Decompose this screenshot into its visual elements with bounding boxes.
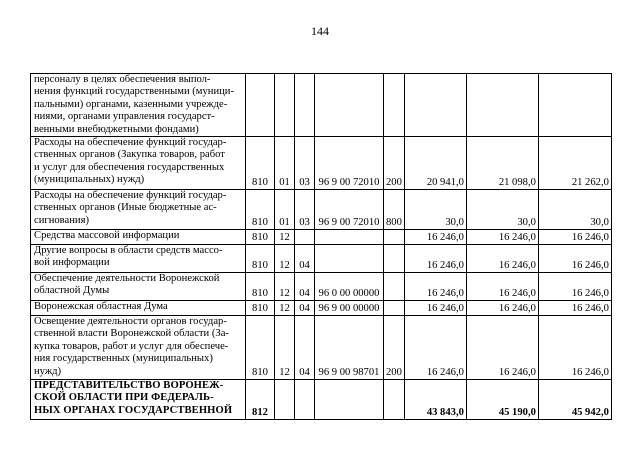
row-name: ПРЕДСТАВИТЕЛЬСТВО ВОРОНЕЖ- СКОЙ ОБЛАСТИ ПРИ ФЕДЕРАЛЬ- НЫХ ОРГАНАХ ГОСУДАРСТВЕННОЙ [31,380,246,420]
row-pr [295,74,315,137]
row-year3 [538,74,611,137]
table-row [31,273,612,301]
row-grbs: 812 [246,380,275,420]
row-pr: 03 [295,137,315,190]
row-csr [315,380,384,420]
row-year3: 45 942,0 [538,380,611,420]
row-rz [275,74,295,137]
row-rz: 12 [275,230,295,245]
row-name: персоналу в целях обеспечения выпол- нения функций государственными (муници- пальными) органами, казенными учрежде- ниями, органами управления государст- венными внебюджетными фондами) [31,74,246,137]
row-year3: 30,0 [538,190,611,230]
row-grbs: 810 [246,316,275,380]
row-rz: 12 [275,316,295,380]
row-name: Расходы на обеспечение функций государ- ственных органов (Иные бюджетные ас- сигнования) [31,190,246,230]
row-vr [384,380,405,420]
row-csr: 96 9 00 98701 [315,316,384,380]
row-year1: 16 246,0 [404,245,466,273]
row-year3: 16 246,0 [538,230,611,245]
row-vr [384,230,405,245]
table-row [31,230,612,245]
row-year2: 16 246,0 [466,273,538,301]
row-grbs: 810 [246,190,275,230]
row-year2: 30,0 [466,190,538,230]
row-csr [315,74,384,137]
row-csr [315,245,384,273]
row-year1: 20 941,0 [404,137,466,190]
row-csr: 96 9 00 00000 [315,301,384,316]
row-pr: 04 [295,273,315,301]
row-year2: 45 190,0 [466,380,538,420]
row-name: Другие вопросы в области средств массо- вой информации [31,245,246,273]
row-year2: 16 246,0 [466,301,538,316]
row-vr [384,245,405,273]
row-rz: 01 [275,137,295,190]
row-vr: 200 [384,316,405,380]
row-grbs: 810 [246,230,275,245]
row-grbs [246,74,275,137]
row-year2: 16 246,0 [466,230,538,245]
row-rz: 12 [275,301,295,316]
row-vr [384,301,405,316]
row-csr: 96 0 00 00000 [315,273,384,301]
table-row [31,301,612,316]
row-vr [384,273,405,301]
table-row [31,316,612,380]
row-csr [315,230,384,245]
row-pr [295,380,315,420]
row-name: Расходы на обеспечение функций государ- ственных органов (Закупка товаров, работ и услуг для обеспечения государственных (муниципальных) нужд) [31,137,246,190]
table-row [31,137,612,190]
row-pr: 04 [295,245,315,273]
table-row [31,190,612,230]
row-name: Освещение деятельности органов государ- ственной власти Воронежской области (За- купка товаров, работ и услуг для обеспече- ния государственных (муниципальных) нужд) [31,316,246,380]
row-name: Воронежская областная Дума [31,301,246,316]
row-name: Средства массовой информации [31,230,246,245]
row-vr [384,74,405,137]
row-grbs: 810 [246,137,275,190]
row-year2: 21 098,0 [466,137,538,190]
row-year1: 16 246,0 [404,301,466,316]
row-year3: 16 246,0 [538,301,611,316]
row-year3: 21 262,0 [538,137,611,190]
row-grbs: 810 [246,301,275,316]
row-year1: 16 246,0 [404,230,466,245]
page-number: 144 [311,24,329,38]
row-rz [275,380,295,420]
row-year3: 16 246,0 [538,245,611,273]
row-csr: 96 9 00 72010 [315,137,384,190]
row-pr [295,230,315,245]
row-year3: 16 246,0 [538,316,611,380]
row-rz: 12 [275,245,295,273]
row-year2 [466,74,538,137]
table-row [31,74,612,137]
row-year1: 30,0 [404,190,466,230]
row-year1: 16 246,0 [404,273,466,301]
row-csr: 96 9 00 72010 [315,190,384,230]
row-rz: 01 [275,190,295,230]
row-year3: 16 246,0 [538,273,611,301]
row-rz: 12 [275,273,295,301]
row-vr: 200 [384,137,405,190]
row-year1: 43 843,0 [404,380,466,420]
row-grbs: 810 [246,245,275,273]
row-year2: 16 246,0 [466,316,538,380]
row-pr: 03 [295,190,315,230]
row-pr: 04 [295,301,315,316]
row-grbs: 810 [246,273,275,301]
row-vr: 800 [384,190,405,230]
row-year1: 16 246,0 [404,316,466,380]
budget-table [30,73,612,420]
row-name: Обеспечение деятельности Воронежской областной Думы [31,273,246,301]
row-pr: 04 [295,316,315,380]
row-year1 [404,74,466,137]
table-row [31,380,612,420]
table-row [31,245,612,273]
row-year2: 16 246,0 [466,245,538,273]
